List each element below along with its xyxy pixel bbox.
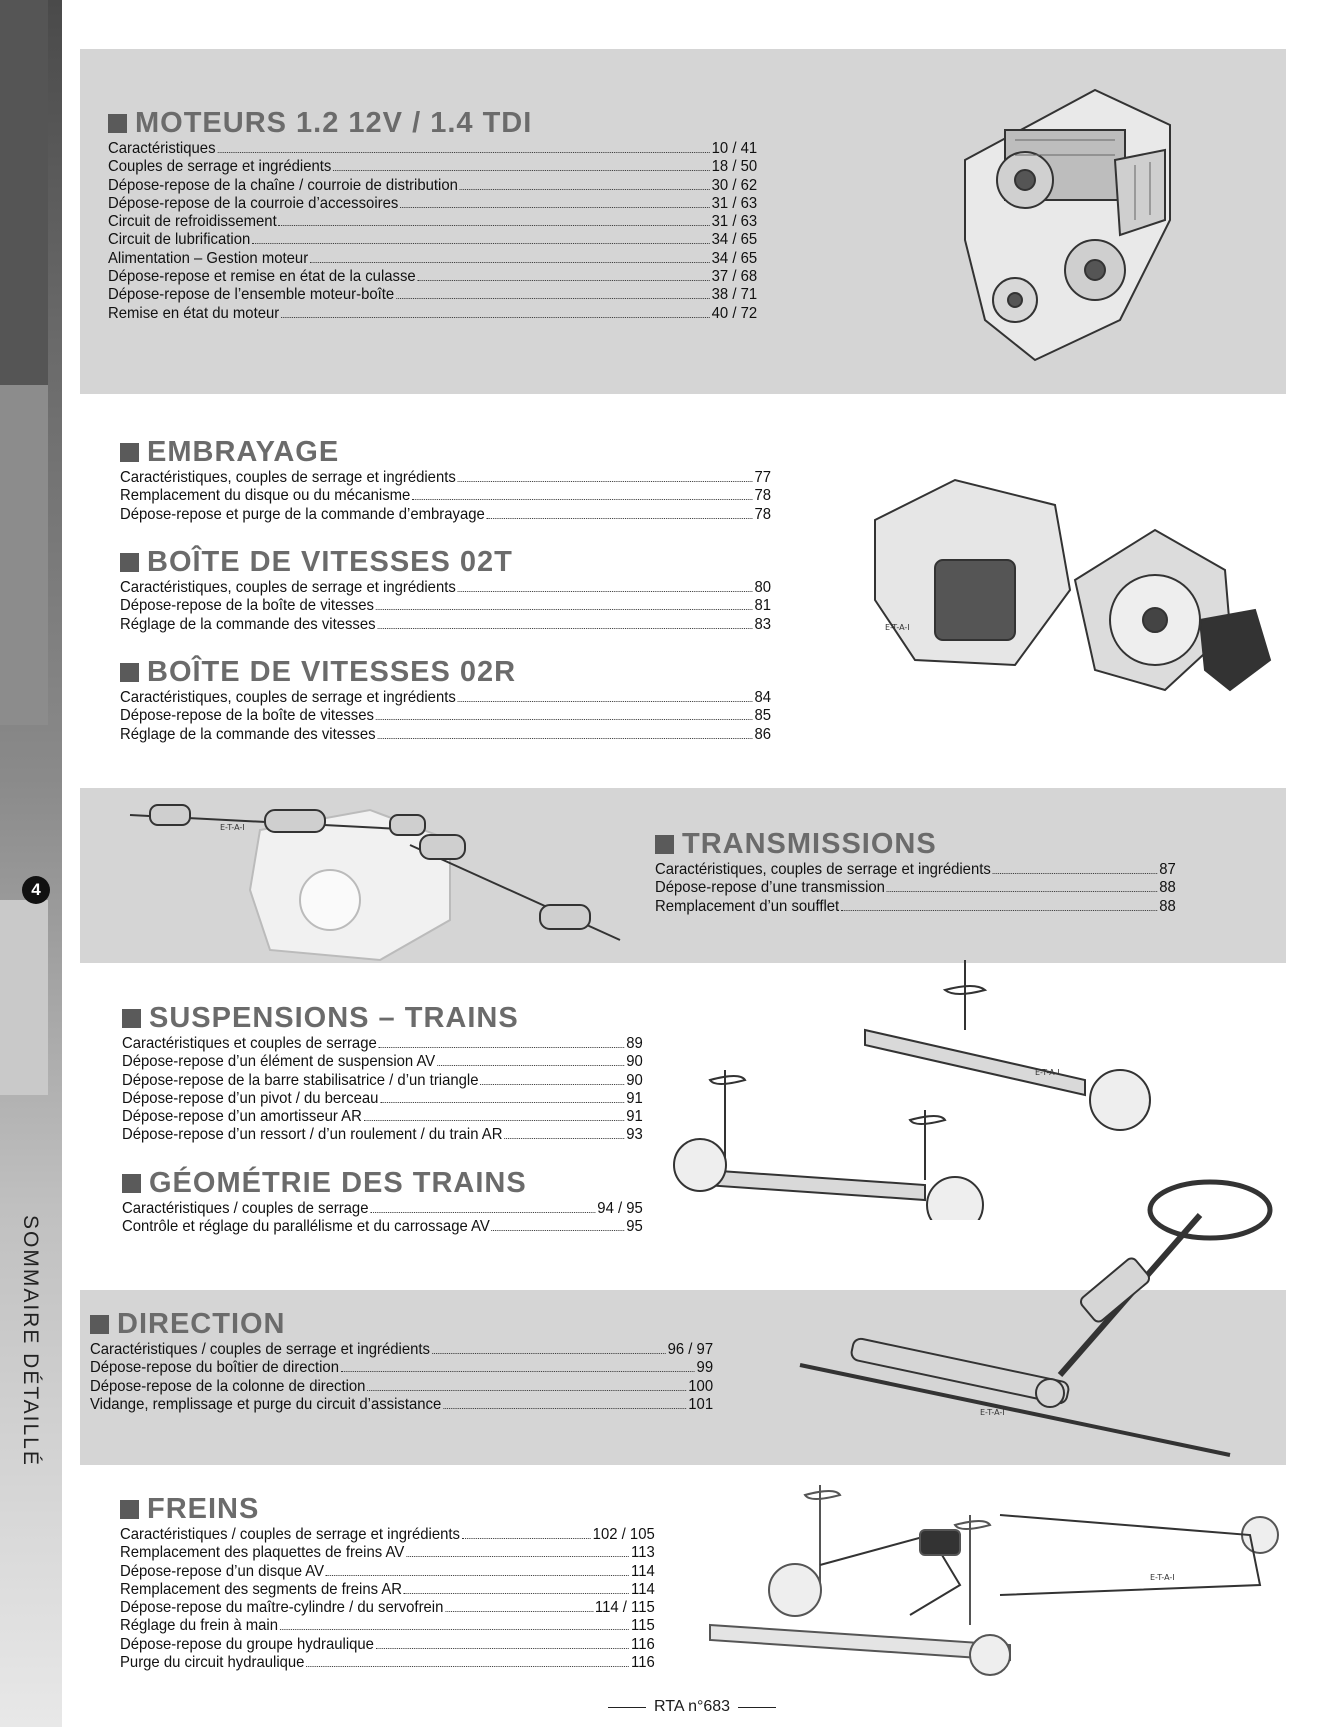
toc-entry-page: 88 <box>1159 897 1176 915</box>
toc-entry-page: 83 <box>754 615 771 633</box>
toc-entry-page: 86 <box>754 725 771 743</box>
section-title: TRANSMISSIONS <box>655 829 1215 859</box>
toc-entry-label: Dépose-repose d’une transmission <box>655 879 885 897</box>
toc-entry-label: Caractéristiques, couples de serrage et ingrédients <box>655 861 991 878</box>
toc-entry-page: 34 / 65 <box>711 231 758 249</box>
toc-entry-label: Dépose-repose d’un élément de suspension AV <box>122 1053 436 1071</box>
leader-dots <box>376 609 753 610</box>
toc-entry <box>120 707 771 725</box>
toc-entry-label: Dépose-repose d’un amortisseur AR <box>122 1108 362 1126</box>
leader-dots <box>370 1212 595 1213</box>
driveshaft-illustration <box>120 790 630 970</box>
toc-entry <box>120 506 771 524</box>
toc-entry-label: Remise en état du moteur <box>108 304 280 322</box>
toc-entry-label: Dépose-repose d’un pivot / du berceau <box>122 1089 379 1107</box>
toc-entry <box>122 1053 643 1071</box>
toc-list <box>122 1200 682 1237</box>
leader-dots <box>377 628 752 629</box>
toc-entry <box>90 1341 713 1359</box>
toc-entry-label: Caractéristiques / couples de serrage et ingrédients <box>90 1341 430 1358</box>
toc-entry <box>90 1396 713 1414</box>
toc-entry-page: 115 <box>631 1617 655 1635</box>
toc-entry <box>120 1599 655 1617</box>
toc-entry-page: 30 / 62 <box>711 176 758 194</box>
leader-dots <box>504 1138 624 1139</box>
toc-entry <box>120 1654 655 1672</box>
leader-dots <box>443 1408 686 1409</box>
leader-dots <box>310 262 710 263</box>
toc-list <box>120 579 820 634</box>
bullet-square <box>120 663 139 682</box>
toc-entry-page: 18 / 50 <box>711 158 758 176</box>
leader-dots <box>445 1611 593 1612</box>
toc-entry-page: 90 <box>626 1053 643 1071</box>
toc-entry-page: 31 / 63 <box>711 194 758 212</box>
toc-entry-label: Caractéristiques, couples de serrage et ingrédients <box>120 469 456 486</box>
toc-entry-page: 40 / 72 <box>711 304 758 322</box>
toc-entry <box>655 861 1176 879</box>
toc-entry-label: Circuit de refroidissement <box>108 213 277 231</box>
toc-entry-label: Caractéristiques et couples de serrage <box>122 1035 377 1052</box>
toc-entry-page: 87 <box>1159 861 1176 878</box>
toc-entry <box>120 616 771 634</box>
toc-entry-label: Dépose-repose de la barre stabilisatrice / d’un triangle <box>122 1071 479 1089</box>
toc-entry <box>122 1090 643 1108</box>
section-suspensions <box>122 1003 682 1145</box>
leader-dots <box>379 1047 625 1048</box>
toc-entry-page: 113 <box>631 1544 655 1562</box>
toc-entry-page: 10 / 41 <box>711 140 758 157</box>
leader-dots <box>480 1084 624 1085</box>
toc-entry <box>90 1378 713 1396</box>
toc-entry-page: 114 <box>631 1580 655 1598</box>
toc-entry-label: Dépose-repose de l’ensemble moteur-boîte <box>108 286 395 304</box>
leader-dots <box>406 1556 629 1557</box>
toc-entry-page: 116 <box>631 1654 655 1672</box>
leader-dots <box>217 152 709 153</box>
toc-entry <box>120 469 771 487</box>
toc-list <box>655 861 1215 916</box>
toc-entry-label: Remplacement des plaquettes de freins AV <box>120 1544 405 1562</box>
toc-entry-label: Dépose-repose du maître-cylindre / du servofrein <box>120 1599 444 1617</box>
toc-entry <box>655 879 1176 897</box>
etai-mark: E-T-A-I <box>220 823 245 832</box>
toc-entry-label: Dépose-repose d’un disque AV <box>120 1562 325 1580</box>
section-title: BOÎTE DE VITESSES 02T <box>120 547 820 577</box>
toc-entry <box>122 1200 643 1218</box>
toc-entry-page: 96 / 97 <box>667 1341 714 1358</box>
toc-entry <box>120 1617 655 1635</box>
section-title: BOÎTE DE VITESSES 02R <box>120 657 820 687</box>
leader-dots <box>341 1371 695 1372</box>
steering-illustration <box>790 1175 1280 1470</box>
toc-entry-label: Caractéristiques / couples de serrage <box>122 1200 369 1217</box>
toc-entry-label: Remplacement d’un soufflet <box>655 897 840 915</box>
toc-entry-label: Dépose-repose de la courroie d’accessoires <box>108 194 399 212</box>
side-strip-mid <box>0 385 48 725</box>
toc-list <box>120 1526 695 1672</box>
toc-entry <box>122 1108 643 1126</box>
toc-entry-label: Dépose-repose et remise en état de la culasse <box>108 268 416 286</box>
toc-entry-page: 34 / 65 <box>711 249 758 267</box>
toc-entry-page: 114 / 115 <box>594 1599 655 1617</box>
toc-entry-label: Circuit de lubrification <box>108 231 251 249</box>
toc-entry <box>108 268 757 286</box>
leader-dots <box>458 701 753 702</box>
section-direction <box>90 1309 760 1414</box>
toc-entry-label: Dépose-repose et purge de la commande d’embrayage <box>120 505 485 523</box>
leader-dots <box>458 591 753 592</box>
leader-dots <box>281 317 710 318</box>
leader-dots <box>279 225 710 226</box>
bullet-square <box>120 553 139 572</box>
toc-entry-page: 93 <box>626 1126 643 1144</box>
etai-mark: E-T-A-I <box>1150 1573 1175 1582</box>
toc-entry-label: Alimentation – Gestion moteur <box>108 249 309 267</box>
bullet-square <box>655 835 674 854</box>
leader-dots <box>326 1575 629 1576</box>
leader-dots <box>462 1538 591 1539</box>
toc-entry-label: Dépose-repose d’un ressort / d’un roulement / du train AR <box>122 1126 503 1144</box>
toc-entry <box>120 726 771 744</box>
toc-entry <box>108 286 757 304</box>
toc-entry-page: 31 / 63 <box>711 213 758 231</box>
toc-entry-label: Réglage de la commande des vitesses <box>120 615 376 633</box>
toc-entry-page: 80 <box>754 579 771 596</box>
leader-dots <box>437 1065 624 1066</box>
toc-entry-page: 91 <box>626 1108 643 1126</box>
toc-list <box>120 469 820 524</box>
footer-rule <box>608 1707 646 1708</box>
footer-text: RTA n°683 <box>654 1698 731 1715</box>
section-title: DIRECTION <box>90 1309 760 1339</box>
bullet-square <box>122 1009 141 1028</box>
leader-dots <box>333 170 710 171</box>
leader-dots <box>841 910 1157 911</box>
toc-entry <box>122 1126 643 1144</box>
leader-dots <box>412 499 752 500</box>
toc-entry-label: Dépose-repose du groupe hydraulique <box>120 1635 374 1653</box>
side-strip-dark <box>0 0 48 385</box>
toc-entry-page: 95 <box>626 1218 643 1236</box>
gearbox-clutch-illustration <box>865 460 1280 710</box>
toc-entry <box>120 579 771 597</box>
leader-dots <box>418 280 710 281</box>
leader-dots <box>404 1593 629 1594</box>
toc-entry-page: 101 <box>688 1395 714 1413</box>
toc-entry-label: Dépose-repose de la chaîne / courroie de distribution <box>108 176 458 194</box>
leader-dots <box>367 1390 686 1391</box>
toc-list <box>120 689 820 744</box>
toc-entry-page: 89 <box>626 1035 643 1052</box>
leader-dots <box>376 719 753 720</box>
toc-entry <box>108 231 757 249</box>
toc-entry <box>108 250 757 268</box>
leader-dots <box>306 1666 629 1667</box>
toc-entry <box>120 1544 655 1562</box>
toc-entry-page: 99 <box>696 1359 714 1377</box>
toc-entry-label: Couples de serrage et ingrédients <box>108 158 332 176</box>
section-transmissions <box>655 829 1215 916</box>
section-title: SUSPENSIONS – TRAINS <box>122 1003 682 1033</box>
toc-entry <box>120 1526 655 1544</box>
toc-entry-label: Vidange, remplissage et purge du circuit d’assistance <box>90 1395 442 1413</box>
toc-entry-page: 90 <box>626 1071 643 1089</box>
bullet-square <box>90 1315 109 1334</box>
toc-list <box>108 140 806 323</box>
toc-entry-page: 94 / 95 <box>597 1200 643 1217</box>
toc-entry <box>108 177 757 195</box>
toc-entry-label: Réglage de la commande des vitesses <box>120 725 376 743</box>
toc-entry <box>122 1035 643 1053</box>
leader-dots <box>460 189 710 190</box>
toc-entry-label: Remplacement des segments de freins AR <box>120 1580 403 1598</box>
toc-entry-label: Caractéristiques <box>108 140 216 157</box>
engine-illustration <box>945 70 1195 370</box>
toc-entry-label: Dépose-repose de la boîte de vitesses <box>120 597 374 615</box>
toc-entry-page: 78 <box>754 487 771 505</box>
toc-entry-page: 81 <box>754 597 771 615</box>
toc-entry-page: 85 <box>754 707 771 725</box>
section-title: GÉOMÉTRIE DES TRAINS <box>122 1168 682 1198</box>
leader-dots <box>487 518 753 519</box>
leader-dots <box>400 207 710 208</box>
toc-entry <box>108 140 757 158</box>
section-freins <box>120 1494 695 1672</box>
section-title: FREINS <box>120 1494 695 1524</box>
toc-entry <box>120 487 771 505</box>
toc-entry-label: Dépose-repose du boîtier de direction <box>90 1359 339 1377</box>
leader-dots <box>432 1353 666 1354</box>
bullet-square <box>120 443 139 462</box>
leader-dots <box>492 1230 625 1231</box>
toc-entry <box>120 597 771 615</box>
toc-entry-label: Purge du circuit hydraulique <box>120 1654 305 1672</box>
section-moteurs <box>108 108 806 323</box>
toc-entry-label: Dépose-repose de la colonne de direction <box>90 1377 366 1395</box>
toc-entry-label: Contrôle et réglage du parallélisme et du carrossage AV <box>122 1218 490 1236</box>
toc-list <box>90 1341 760 1414</box>
toc-entry-page: 88 <box>1159 879 1176 897</box>
toc-entry <box>120 1563 655 1581</box>
leader-dots <box>364 1120 625 1121</box>
page-number-badge: 4 <box>22 876 50 904</box>
etai-mark: E-T-A-I <box>885 623 910 632</box>
footer-rule <box>738 1707 776 1708</box>
toc-entry-page: 102 / 105 <box>592 1526 655 1543</box>
toc-entry-label: Caractéristiques, couples de serrage et ingrédients <box>120 579 456 596</box>
section-boite-02r <box>120 657 820 744</box>
toc-entry-label: Dépose-repose de la boîte de vitesses <box>120 707 374 725</box>
toc-entry <box>108 195 757 213</box>
toc-entry-page: 84 <box>754 689 771 706</box>
toc-entry-page: 37 / 68 <box>711 268 758 286</box>
toc-entry-label: Réglage du frein à main <box>120 1617 278 1635</box>
leader-dots <box>458 481 753 482</box>
toc-entry-label: Caractéristiques, couples de serrage et ingrédients <box>120 689 456 706</box>
bullet-square <box>108 114 127 133</box>
section-title: EMBRAYAGE <box>120 437 820 467</box>
side-strip-light <box>0 900 48 1095</box>
toc-entry <box>108 158 757 176</box>
section-geometrie <box>122 1168 682 1237</box>
toc-entry-page: 114 <box>631 1562 655 1580</box>
toc-entry <box>90 1359 713 1377</box>
leader-dots <box>396 298 710 299</box>
section-title: MOTEURS 1.2 12V / 1.4 TDI <box>108 108 806 138</box>
toc-entry <box>122 1218 643 1236</box>
brakes-illustration <box>700 1475 1290 1680</box>
section-embrayage <box>120 437 820 524</box>
toc-entry <box>108 213 757 231</box>
toc-entry-label: Caractéristiques / couples de serrage et ingrédients <box>120 1526 460 1543</box>
etai-mark: E-T-A-I <box>980 1408 1005 1417</box>
toc-entry <box>120 689 771 707</box>
footer <box>600 1698 784 1716</box>
sidebar-title: SOMMAIRE DÉTAILLÉ <box>19 1215 42 1467</box>
section-boite-02t <box>120 547 820 634</box>
toc-entry-page: 77 <box>754 469 771 486</box>
bullet-square <box>122 1174 141 1193</box>
toc-entry-page: 38 / 71 <box>711 286 758 304</box>
toc-entry-page: 91 <box>626 1089 643 1107</box>
toc-entry <box>120 1581 655 1599</box>
toc-entry <box>122 1072 643 1090</box>
toc-list <box>122 1035 682 1145</box>
leader-dots <box>376 1648 629 1649</box>
leader-dots <box>252 243 710 244</box>
leader-dots <box>380 1102 624 1103</box>
etai-mark: E-T-A-I <box>1035 1068 1060 1077</box>
leader-dots <box>280 1629 629 1630</box>
leader-dots <box>993 873 1158 874</box>
toc-entry <box>108 305 757 323</box>
toc-entry <box>120 1636 655 1654</box>
toc-entry-label: Remplacement du disque ou du mécanisme <box>120 487 411 505</box>
toc-entry <box>655 898 1176 916</box>
toc-entry-page: 100 <box>688 1377 714 1395</box>
toc-entry-page: 116 <box>631 1635 655 1653</box>
bullet-square <box>120 1500 139 1519</box>
toc-entry-page: 78 <box>754 505 771 523</box>
leader-dots <box>377 738 752 739</box>
leader-dots <box>887 891 1158 892</box>
